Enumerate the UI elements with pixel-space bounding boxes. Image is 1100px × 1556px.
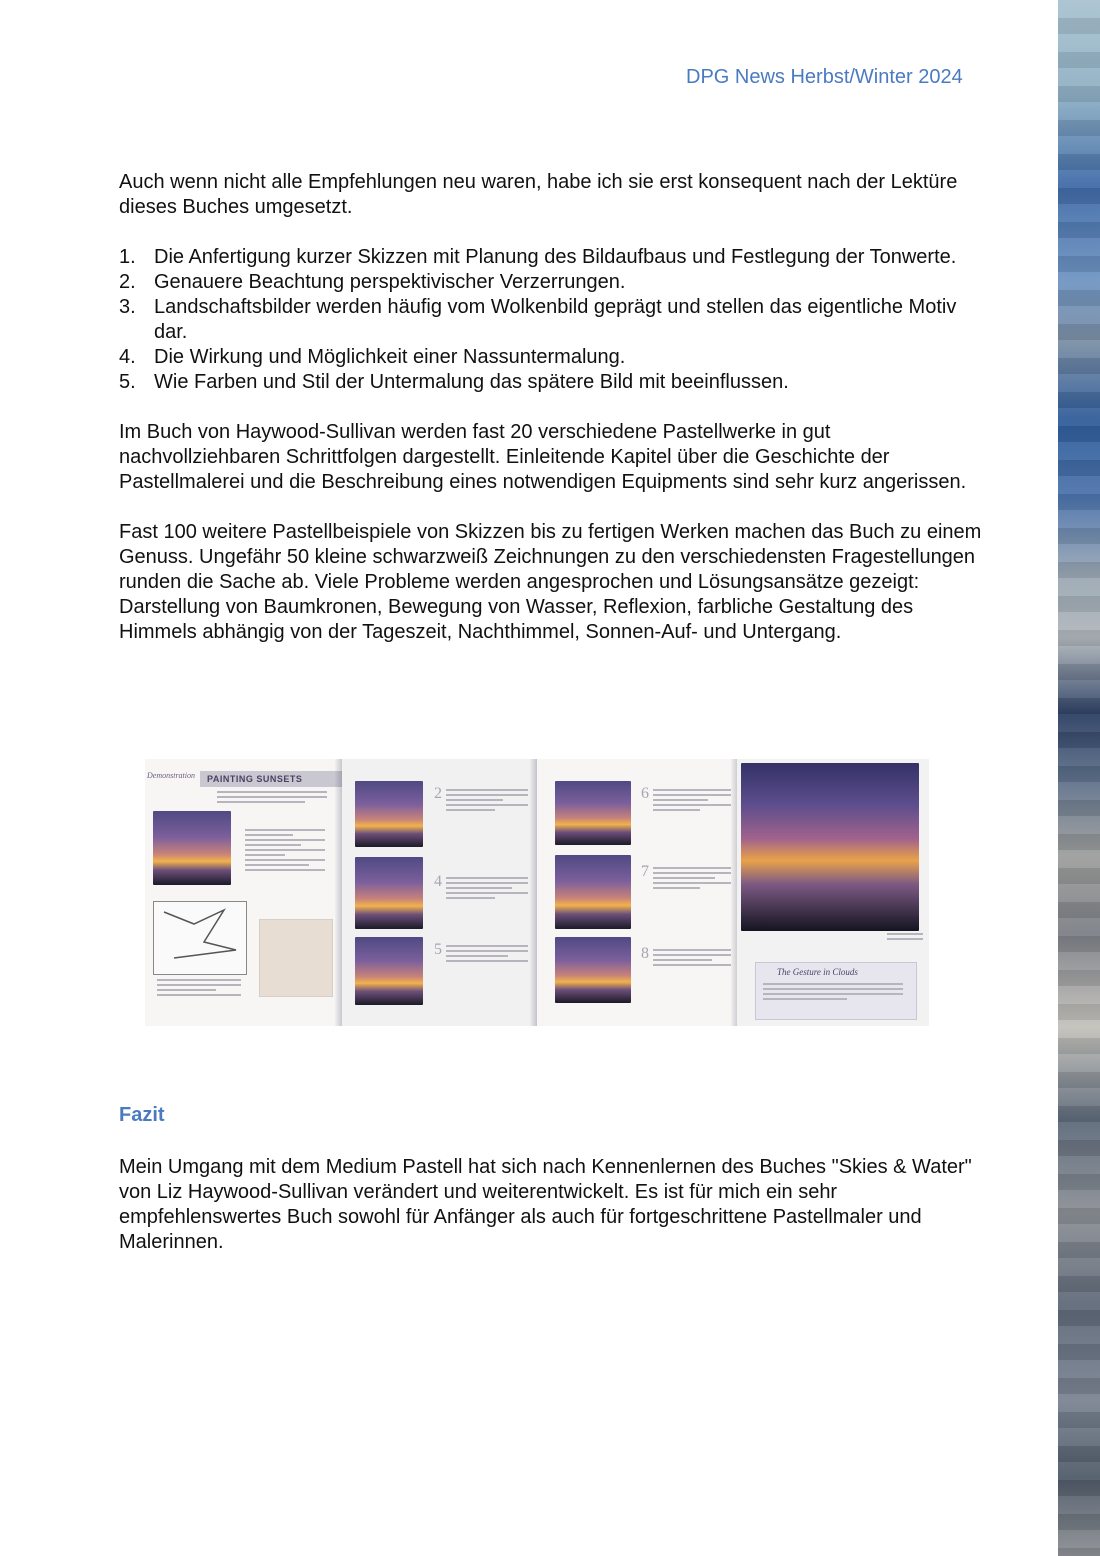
body-paragraph-1: Im Buch von Haywood-Sullivan werden fast 20 verschiedene Pastellwerke in gut nachvollziehbaren Schrittfolgen dargestellt. Einleitende Kapitel über die Geschichte der Pastellmalerei und die Beschreibung eines notwendigen Equipments sind sehr kurz angerissen. [119, 421, 967, 493]
book-spread-image [145, 759, 929, 1026]
book-page-1 [145, 759, 342, 1026]
list-number: 2. [119, 271, 136, 293]
step-text [653, 789, 731, 814]
step-text [446, 945, 528, 965]
list-item [119, 270, 994, 295]
list-text: Landschaftsbilder werden häufig vom Wolkenbild geprägt und stellen das eigentliche Motiv dar. [154, 296, 957, 343]
list-text: Wie Farben und Stil der Untermalung das spätere Bild mit beeinflussen. [154, 371, 789, 393]
step-text [157, 979, 241, 999]
step-painting-3 [355, 937, 423, 1005]
fazit-paragraph: Mein Umgang mit dem Medium Pastell hat sich nach Kennenlernen des Buches "Skies & Water" von Liz Haywood-Sullivan verändert und weiterentwickelt. Es ist für mich ein sehr empfehlenswertes Buch sowohl für Anfänger als auch für fortgeschrittene Pastellmaler und Malerinnen. [119, 1156, 972, 1253]
book-page-4 [737, 759, 929, 1026]
list-item [119, 370, 994, 395]
step-text [653, 949, 731, 969]
text-column [217, 791, 327, 806]
chapter-banner-title: PAINTING SUNSETS [207, 774, 303, 784]
decorative-side-strip [1058, 0, 1100, 1556]
list-item [119, 345, 994, 370]
list-text: Genauere Beachtung perspektivischer Verzerrungen. [154, 271, 626, 293]
article-body [119, 170, 994, 645]
sketch-lines [154, 902, 246, 974]
materials-list [245, 829, 325, 874]
step-text [446, 789, 528, 814]
step-number: 5 [434, 941, 442, 958]
intro-paragraph: Auch wenn nicht alle Empfehlungen neu waren, habe ich sie erst konsequent nach der Lektüre dieses Buches umgesetzt. [119, 171, 958, 218]
step-number: 2 [434, 785, 442, 802]
list-number: 3. [119, 296, 136, 318]
list-item [119, 295, 994, 345]
list-text: Die Wirkung und Möglichkeit einer Nassuntermalung. [154, 346, 626, 368]
list-number: 5. [119, 371, 136, 393]
step-number: 8 [641, 945, 649, 962]
step-painting-2 [355, 857, 423, 929]
sunset-photo [153, 811, 231, 885]
pastel-paper-sample [259, 919, 333, 997]
step-text [653, 867, 731, 892]
value-sketch [153, 901, 247, 975]
page-header-title: DPG News Herbst/Winter 2024 [686, 66, 963, 88]
step-number: 6 [641, 785, 649, 802]
list-text: Die Anfertigung kurzer Skizzen mit Planung des Bildaufbaus und Festlegung der Tonwerte. [154, 246, 957, 268]
list-number: 4. [119, 346, 136, 368]
sidebar-box-title: The Gesture in Clouds [777, 967, 858, 977]
step-painting-4 [555, 781, 631, 845]
step-number: 7 [641, 863, 649, 880]
section-label: Demonstration [147, 771, 195, 780]
body-paragraph-2: Fast 100 weitere Pastellbeispiele von Skizzen bis zu fertigen Werken machen das Buch zu einem Genuss. Ungefähr 50 kleine schwarzweiß Zeichnungen zu den verschiedensten Fragestellungen runden die Sache ab. Viele Probleme werden angesprochen und Lösungsansätze gezeigt: Darstellung von Baumkronen, Bewegung von Wasser, Reflexion, farbliche Gestaltung des Himmels abhängig von der Tageszeit, Nachthimmel, Sonnen-Auf- und Untergang. [119, 521, 982, 643]
list-number: 1. [119, 246, 136, 268]
step-number: 4 [434, 873, 442, 890]
step-painting-6 [555, 937, 631, 1003]
caption-text [887, 933, 923, 943]
book-page-2 [342, 759, 537, 1026]
recommendation-list [119, 245, 994, 395]
list-item [119, 245, 994, 270]
step-painting-1 [355, 781, 423, 847]
sidebar-box-text [763, 983, 903, 1003]
finished-sunset-painting [741, 763, 919, 931]
step-painting-5 [555, 855, 631, 929]
step-text [446, 877, 528, 902]
fazit-heading: Fazit [119, 1104, 165, 1126]
book-page-3 [537, 759, 737, 1026]
